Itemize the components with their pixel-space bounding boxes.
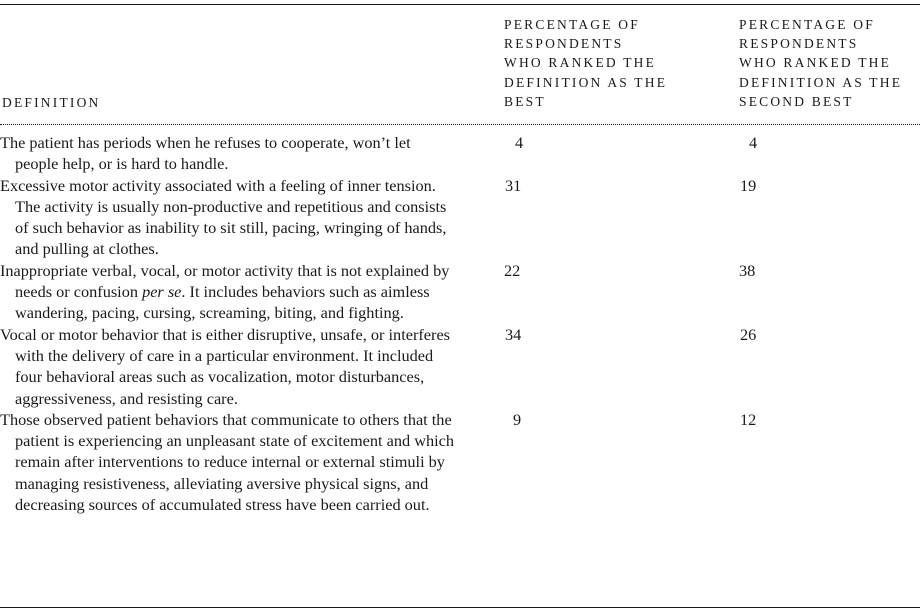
header-definition: DEFINITION (2, 95, 101, 110)
definition-cell: The patient has periods when he refuses to cooperate, won’t let people help, or is hard to handle. (0, 133, 411, 174)
table-bottom-rule (0, 607, 920, 608)
definition-text: Inappropriate verbal, vocal, or motor activity that is not explained by needs or confusion (0, 260, 450, 302)
definition-cell (0, 260, 456, 324)
second-best-percentage-cell: 26 (740, 324, 757, 344)
best-percentage-cell: 22 (504, 260, 521, 280)
header-best: PERCENTAGE OF RESPONDENTS WHO RANKED THE DEFINITION AS THE BEST (504, 17, 668, 109)
header-rule (0, 124, 920, 125)
second-best-percentage-cell: 19 (740, 175, 757, 195)
definition-emphasis: per se (142, 282, 182, 302)
table-row (0, 324, 920, 409)
definition-cell: Vocal or motor behavior that is either disruptive, unsafe, or interferes with the delivery of care in a particular environment. It included four behavioral areas such as vocalization, motor disturbances, aggressiveness, and resisting care. (0, 324, 451, 408)
second-best-percentage-cell: 38 (739, 260, 756, 280)
best-percentage-cell: 31 (505, 175, 522, 195)
table-row (0, 175, 920, 260)
table-top-rule (0, 4, 920, 5)
definition-cell: Excessive motor activity associated with a feeling of inner tension. The activity is usually non-productive and repetitious and consists of such behavior as inability to sit still, pacing, wringing of hands, and pulling at clothes. (0, 175, 447, 259)
definition-text: . It includes behaviors such as aimless wandering, pacing, cursing, screaming, biting, and fighting. (15, 282, 430, 323)
second-best-percentage-cell: 12 (740, 409, 757, 429)
header-second-best: PERCENTAGE OF RESPONDENTS WHO RANKED THE DEFINITION AS THE SECOND BEST (739, 17, 903, 109)
definition-cell: Those observed patient behaviors that communicate to others that the patient is experiencing an unpleasant state of excitement and which remain after interventions to reduce internal or external stimuli by managing resistiveness, alleviating aversive physical signs, and decreasing sources of accumulated stress have been carried out. (0, 409, 454, 515)
table-body (0, 132, 920, 515)
best-percentage-cell: 9 (513, 409, 522, 429)
table-row (0, 260, 920, 324)
table-row (0, 132, 920, 175)
best-percentage-cell: 4 (515, 133, 524, 152)
best-percentage-cell: 34 (505, 324, 522, 344)
table-row (0, 409, 920, 515)
second-best-percentage-cell: 4 (749, 133, 758, 152)
